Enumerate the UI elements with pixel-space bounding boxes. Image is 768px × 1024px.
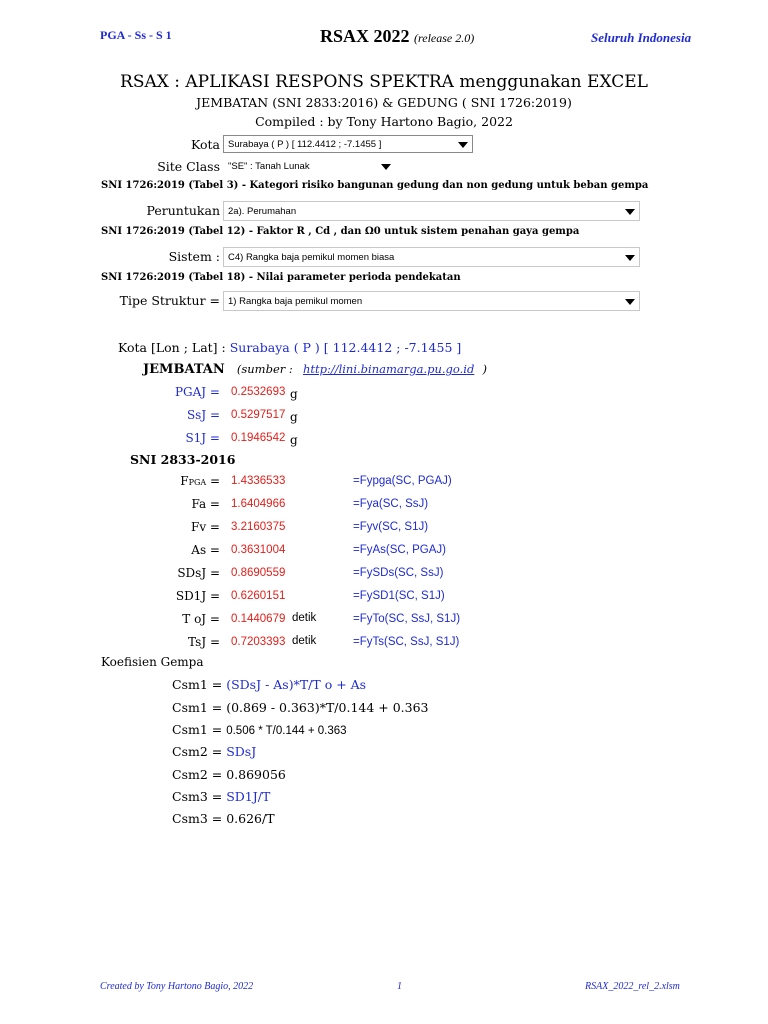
param-formula: =FyAs(SC, PGAJ) [353,544,446,556]
koefisien-heading: Koefisien Gempa [101,655,204,669]
site-class-label: Site Class [157,159,220,174]
csm-line [172,722,347,737]
kota-select-value: Surabaya ( P ) [ 112.4412 ; -7.1455 ] [228,139,382,150]
peruntukan-label: Peruntukan [146,203,220,218]
sumber-close: ) [482,362,487,376]
tabel18-heading: SNI 1726:2019 (Tabel 18) - Nilai parameter perioda pendekatan [101,272,461,283]
tipe-struktur-value: 1) Rangka baja pemikul momen [228,296,363,307]
csm-prefix: Csm3 = [172,789,223,804]
page-subtitle: JEMBATAN (SNI 2833:2016) & GEDUNG ( SNI 1726:2019) [196,95,572,110]
chevron-down-icon[interactable] [623,294,637,308]
app-title: RSAX 2022 [320,26,410,46]
s1-value: 0.1946542 [231,432,286,444]
kota-label: Kota [190,137,220,152]
csm-expr: (0.869 - 0.363)*T/0.144 + 0.363 [226,700,429,715]
param-formula: =FySD1(SC, S1J) [353,590,445,602]
param-value: 0.1440679 [231,613,286,625]
csm-line [172,677,366,692]
pga-value: 0.2532693 [231,386,286,398]
pga-label: PGAJ = [174,385,220,399]
tabel3-heading: SNI 1726:2019 (Tabel 3) - Kategori risiko bangunan gedung dan non gedung untuk beban gempa [101,180,649,191]
param-value: 3.2160375 [231,521,286,533]
kota-line-label: Kota [Lon ; Lat] : [118,340,226,355]
csm-expr: SDsJ [226,744,257,759]
csm-expr: SD1J/T [226,789,271,804]
param-label: TsJ = [188,635,220,649]
kota-line [118,340,461,355]
sni2833-heading: SNI 2833-2016 [130,452,236,467]
jembatan-line [143,362,487,377]
header-left: PGA - Ss - S 1 [100,28,172,42]
csm-expr: 0.869056 [226,767,286,782]
param-value: 0.8690559 [231,567,286,579]
page-number: 1 [397,981,402,992]
param-label: SD1J = [175,589,220,603]
peruntukan-select[interactable] [223,201,640,221]
param-label: As = [191,543,220,557]
param-value: 0.6260151 [231,590,286,602]
param-label: T oJ = [182,612,220,626]
header-right: Seluruh Indonesia [591,30,692,45]
sistem-value: C4) Rangka baja pemikul momen biasa [228,252,395,263]
kota-select[interactable] [223,135,473,153]
param-label: FPGA = [180,474,220,488]
footer-filename: RSAX_2022_rel_2.xlsm [585,981,680,992]
param-unit: detik [292,635,317,647]
peruntukan-value: 2a). Perumahan [228,206,297,217]
ss-label: SsJ = [186,408,220,422]
param-formula: =FyTo(SC, SsJ, S1J) [353,613,461,625]
site-class-select[interactable] [223,157,396,175]
pga-unit: g [290,387,298,401]
chevron-down-icon[interactable] [623,250,637,264]
site-class-value: "SE" : Tanah Lunak [228,161,310,172]
param-unit: detik [292,612,317,624]
csm-prefix: Csm3 = [172,811,223,826]
param-value: 1.4336533 [231,475,286,487]
csm-line [172,700,429,715]
csm-expr: 0.626/T [226,811,275,826]
sumber-link[interactable]: http://lini.binamarga.pu.go.id [302,362,475,376]
param-formula: =Fyv(SC, S1J) [353,521,429,533]
sumber-label: (sumber : [236,362,293,376]
sistem-select[interactable] [223,247,640,267]
csm-prefix: Csm1 = [172,677,223,692]
param-value: 1.6404966 [231,498,286,510]
csm-expr: 0.506 * T/0.144 + 0.363 [226,725,347,737]
kota-line-value: Surabaya ( P ) [ 112.4412 ; -7.1455 ] [229,340,462,355]
csm-line [172,767,286,782]
param-value: 0.3631004 [231,544,286,556]
tipe-struktur-label: Tipe Struktur = [119,293,220,308]
param-formula: =Fya(SC, SsJ) [353,498,429,510]
csm-line [172,789,270,804]
csm-line [172,811,275,826]
tipe-struktur-select[interactable] [223,291,640,311]
tabel12-heading: SNI 1726:2019 (Tabel 12) - Faktor R , Cd , dan Ω0 untuk sistem penahan gaya gempa [101,226,580,237]
param-formula: =FySDs(SC, SsJ) [353,567,444,579]
csm-prefix: Csm1 = [172,722,223,737]
csm-prefix: Csm1 = [172,700,223,715]
param-value: 0.7203393 [231,636,286,648]
footer-left: Created by Tony Hartono Bagio, 2022 [100,981,254,992]
release-label: (release 2.0) [414,31,475,45]
ss-unit: g [290,410,298,424]
sistem-label: Sistem : [168,249,220,264]
param-label: Fa = [191,497,220,511]
chevron-down-icon[interactable] [456,137,470,151]
compiled-by: Compiled : by Tony Hartono Bagio, 2022 [255,114,513,129]
chevron-down-icon[interactable] [623,204,637,218]
header-title [320,26,474,47]
param-label: Fv = [191,520,220,534]
s1-unit: g [290,433,298,447]
param-formula: =Fypga(SC, PGAJ) [353,475,452,487]
s1-label: S1J = [185,431,220,445]
csm-line [172,744,256,759]
csm-prefix: Csm2 = [172,767,223,782]
csm-prefix: Csm2 = [172,744,223,759]
param-formula: =FyTs(SC, SsJ, S1J) [353,636,460,648]
param-label: SDsJ = [177,566,220,580]
ss-value: 0.5297517 [231,409,286,421]
chevron-down-icon[interactable] [379,159,393,173]
csm-expr: (SDsJ - As)*T/T o + As [226,677,367,692]
jembatan-label: JEMBATAN [143,362,225,377]
page-title: RSAX : APLIKASI RESPONS SPEKTRA menggunakan EXCEL [120,72,648,92]
